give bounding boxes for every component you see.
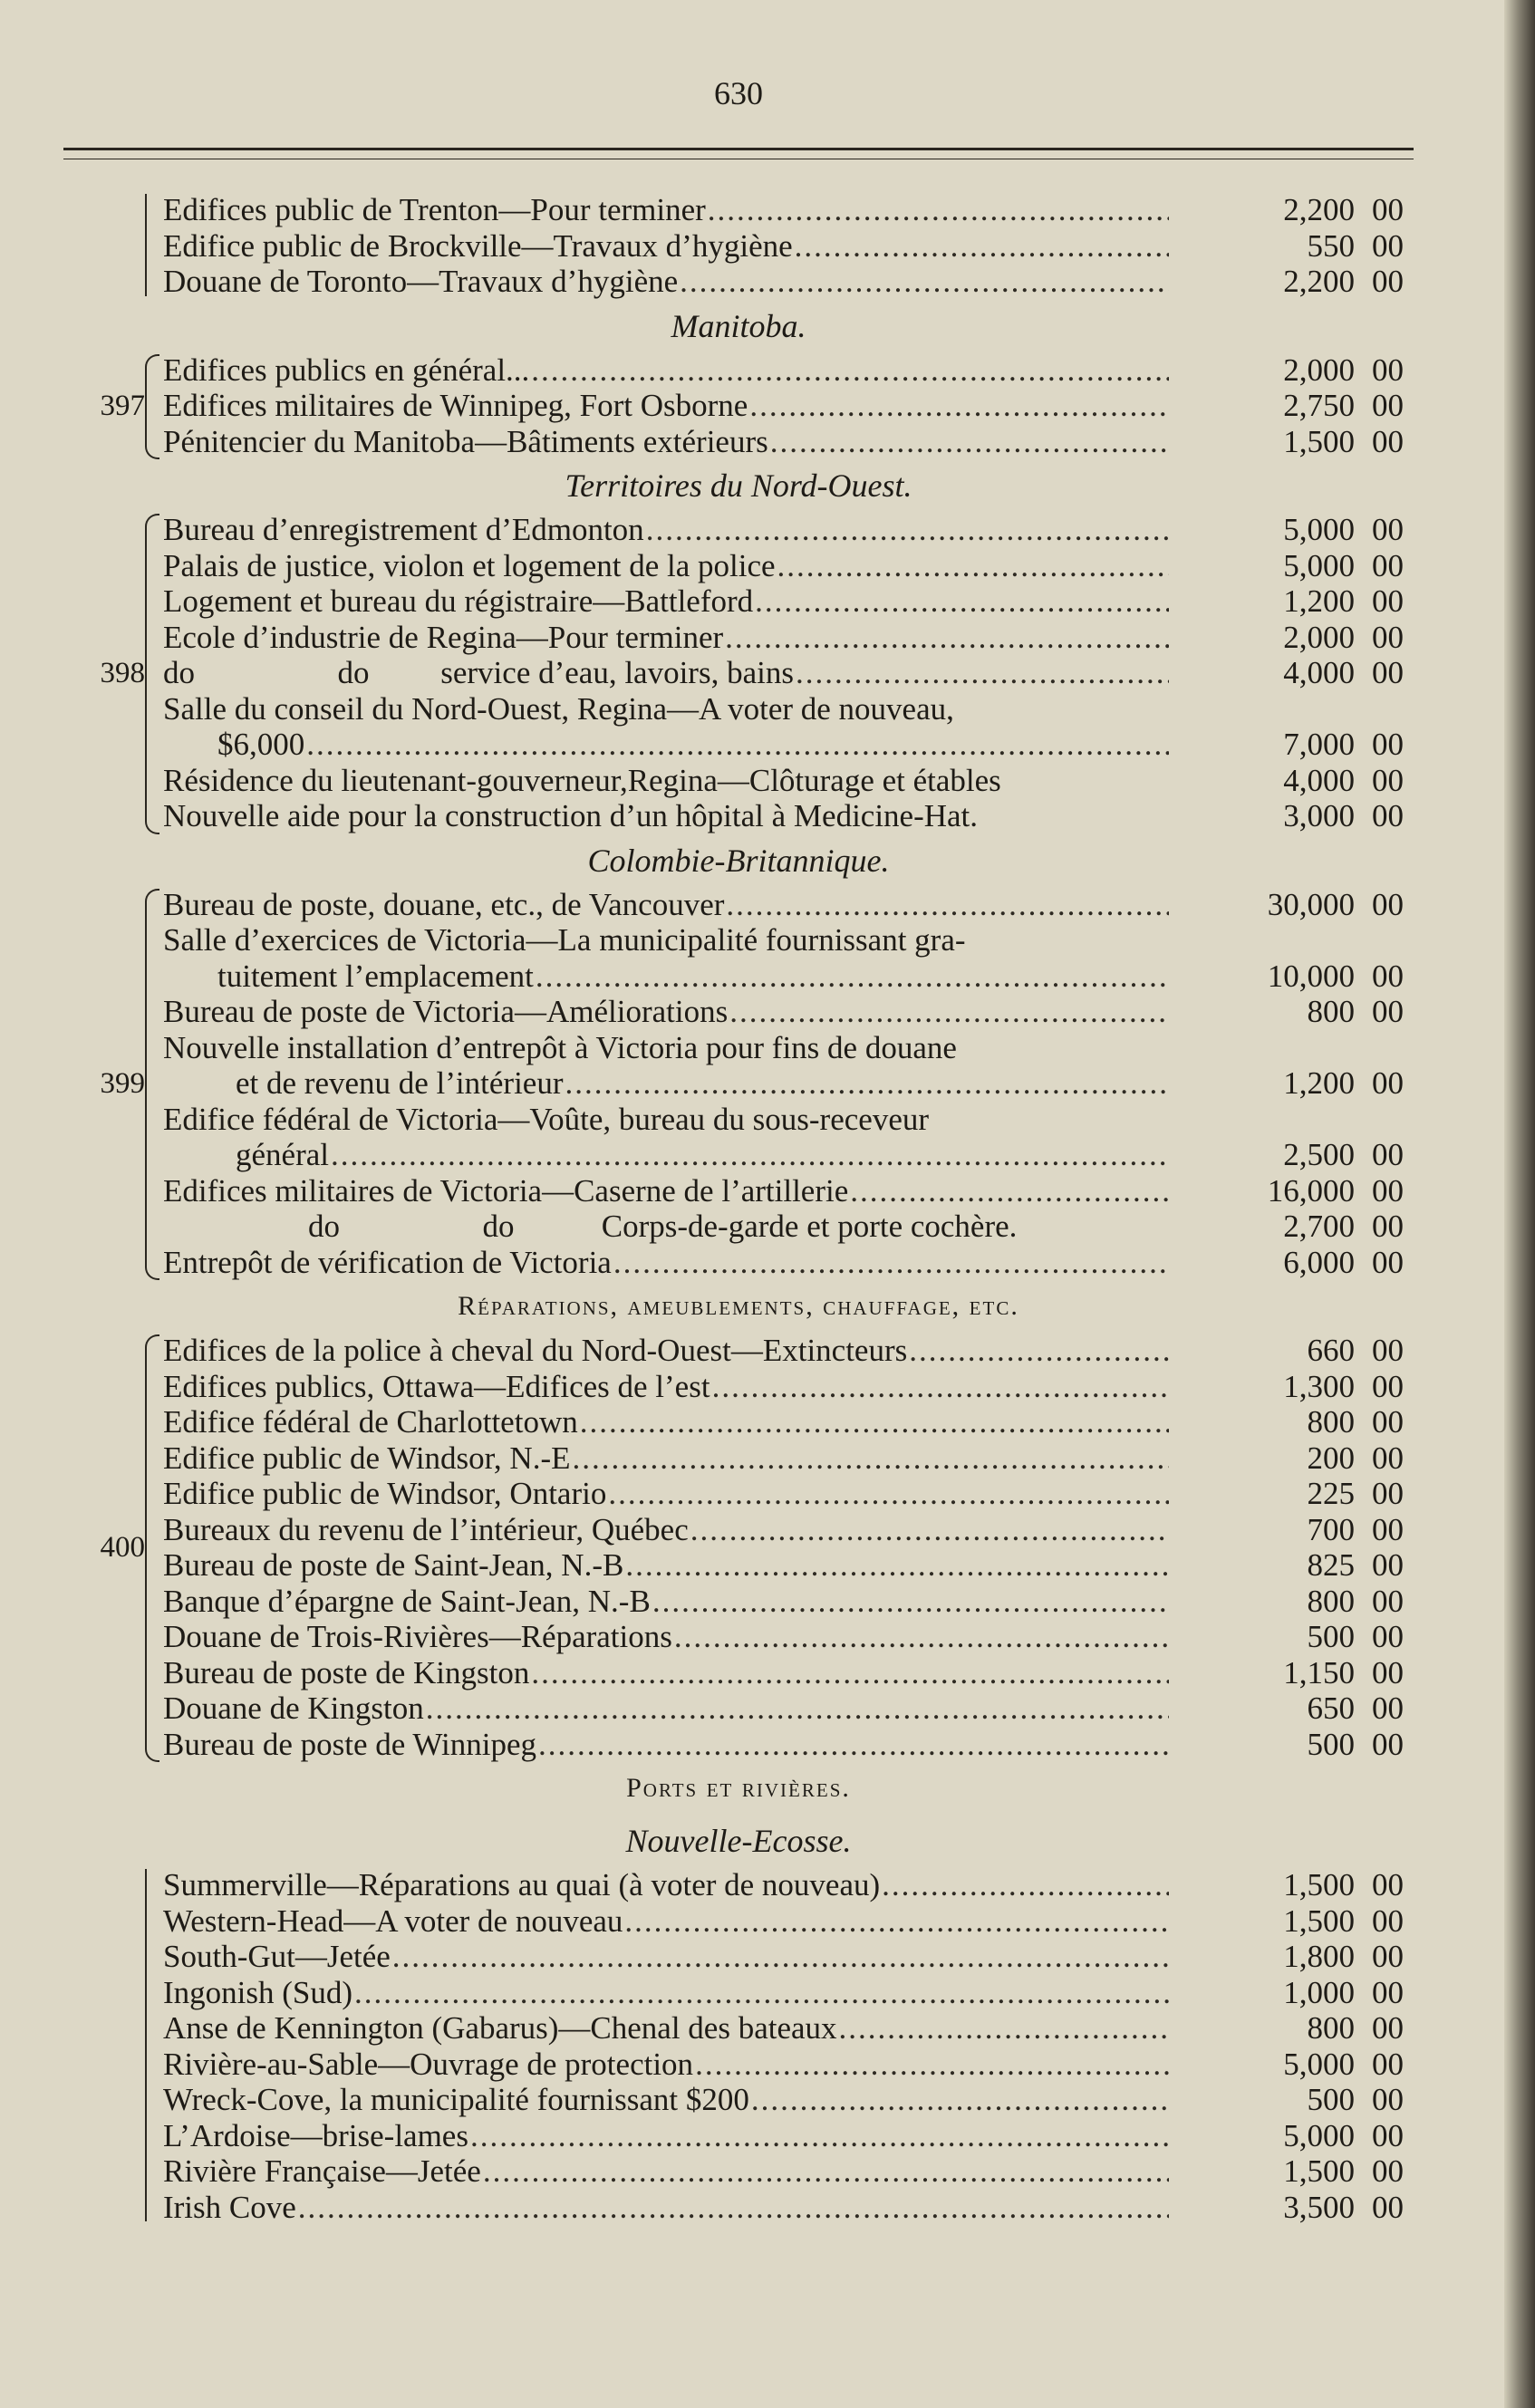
line-item-description-wrap bbox=[163, 798, 1169, 834]
line-item-description: tuitement l’emplacement bbox=[217, 958, 534, 994]
line-item bbox=[0, 1102, 1535, 1138]
line-item-description-wrap bbox=[163, 1102, 1169, 1138]
line-item-cents: 00 bbox=[1372, 1065, 1404, 1101]
line-item bbox=[0, 2153, 1535, 2190]
line-item bbox=[0, 727, 1535, 763]
leader-dots bbox=[882, 1867, 1169, 1903]
line-item-cents: 00 bbox=[1372, 958, 1404, 994]
line-item-description-wrap bbox=[163, 1867, 1169, 1903]
estimates-content bbox=[0, 192, 1535, 2225]
line-item-dollars: 7,000 bbox=[1283, 727, 1355, 762]
line-item bbox=[0, 1903, 1535, 1940]
line-item-cents: 00 bbox=[1372, 1368, 1404, 1404]
line-item bbox=[0, 1030, 1535, 1066]
line-item-description: South-Gut—Jetée bbox=[163, 1939, 391, 1974]
line-item-cents: 00 bbox=[1372, 619, 1404, 655]
line-item-description-wrap bbox=[217, 958, 1169, 995]
line-item-description: Résidence du lieutenant-gouverneur,Regina—Clôturage et étables bbox=[163, 762, 1001, 798]
line-item-description: Douane de Kingston bbox=[163, 1690, 424, 1726]
line-item bbox=[0, 424, 1535, 460]
line-item-description: Edifices publics en général... bbox=[163, 352, 530, 388]
line-item-dollars: 5,000 bbox=[1283, 2046, 1355, 2082]
appropriation-group bbox=[0, 887, 1535, 1281]
line-item bbox=[0, 2047, 1535, 2083]
line-item-description: Bureau de poste, douane, etc., de Vancouver bbox=[163, 886, 725, 922]
line-item-cents: 00 bbox=[1372, 1137, 1404, 1172]
line-item-description-wrap bbox=[163, 1975, 1169, 2011]
line-item-description-wrap bbox=[163, 388, 1169, 424]
leader-dots bbox=[726, 887, 1169, 923]
line-item-description-wrap bbox=[163, 264, 1169, 300]
line-item-description-wrap bbox=[163, 2047, 1169, 2083]
line-item-cents: 00 bbox=[1372, 1902, 1404, 1939]
line-item bbox=[0, 264, 1535, 300]
leader-dots bbox=[795, 228, 1169, 265]
leader-dots bbox=[531, 1655, 1169, 1691]
line-item-dollars: 500 bbox=[1307, 1619, 1355, 1654]
line-item-cents: 00 bbox=[1372, 1404, 1404, 1440]
line-item-description-wrap bbox=[236, 1065, 1169, 1102]
line-item-cents: 00 bbox=[1372, 1244, 1404, 1280]
line-item-description: Bureaux du revenu de l’intérieur, Québec bbox=[163, 1511, 689, 1547]
leader-dots bbox=[608, 1476, 1169, 1512]
line-item-description-wrap bbox=[163, 1619, 1169, 1655]
line-item-description: Irish Cove bbox=[163, 2189, 296, 2225]
line-item-description-wrap bbox=[163, 655, 1169, 691]
line-item-dollars: 700 bbox=[1307, 1511, 1355, 1547]
line-item bbox=[0, 548, 1535, 584]
leader-dots bbox=[331, 1137, 1169, 1173]
appropriation-group bbox=[0, 512, 1535, 834]
line-item-description: Bureau de poste de Saint-Jean, N.-B bbox=[163, 1547, 624, 1583]
line-item bbox=[0, 1404, 1535, 1440]
line-item-cents: 00 bbox=[1372, 1974, 1404, 2010]
line-item-description-wrap bbox=[163, 2190, 1169, 2226]
line-item-dollars: 1,500 bbox=[1283, 1902, 1355, 1939]
line-item bbox=[0, 1547, 1535, 1584]
line-item-dollars: 5,000 bbox=[1283, 2117, 1355, 2153]
leader-dots bbox=[712, 1369, 1169, 1405]
line-item-description: L’Ardoise—brise-lames bbox=[163, 2117, 468, 2153]
leader-dots bbox=[354, 1975, 1169, 2011]
line-item-cents: 00 bbox=[1372, 388, 1404, 423]
line-item-cents: 00 bbox=[1372, 512, 1404, 547]
leader-dots bbox=[839, 2010, 1169, 2047]
line-item-description: Edifice public de Windsor, N.-E bbox=[163, 1440, 571, 1476]
line-item bbox=[0, 388, 1535, 424]
line-item-description-wrap bbox=[163, 1440, 1169, 1477]
line-item-description: Bureau de poste de Winnipeg bbox=[163, 1726, 537, 1762]
line-item-description-wrap bbox=[163, 2010, 1169, 2047]
line-item bbox=[0, 1867, 1535, 1903]
line-item-cents: 00 bbox=[1372, 886, 1404, 922]
line-item-description: Logement et bureau du régistraire—Battleford bbox=[163, 583, 754, 619]
line-item-description: Edifices de la police à cheval du Nord-Ouest—Extincteurs bbox=[163, 1333, 908, 1368]
leader-dots bbox=[646, 512, 1169, 548]
leader-dots bbox=[531, 352, 1169, 389]
line-item-cents: 00 bbox=[1372, 2153, 1404, 2189]
line-item-cents: 00 bbox=[1372, 762, 1404, 798]
line-item-description-wrap bbox=[163, 352, 1169, 389]
line-item bbox=[0, 228, 1535, 265]
line-item-cents: 00 bbox=[1372, 2117, 1404, 2153]
line-item-description-wrap bbox=[163, 922, 1169, 958]
line-item-description: Western-Head—A voter de nouveau bbox=[163, 1902, 623, 1939]
line-item-dollars: 800 bbox=[1307, 2010, 1355, 2046]
line-item bbox=[0, 691, 1535, 727]
line-item bbox=[0, 512, 1535, 548]
leader-dots bbox=[613, 1245, 1169, 1281]
line-item-description-wrap bbox=[217, 727, 1169, 763]
line-item bbox=[0, 1245, 1535, 1281]
line-item bbox=[0, 1476, 1535, 1512]
line-item-dollars: 16,000 bbox=[1267, 1172, 1355, 1209]
section-heading: Nouvelle-Ecosse. bbox=[625, 1823, 852, 1859]
line-item bbox=[0, 1333, 1535, 1369]
line-item-dollars: 825 bbox=[1307, 1547, 1355, 1583]
line-item-description: général bbox=[236, 1137, 329, 1172]
leader-dots bbox=[470, 2118, 1169, 2154]
line-item-description: Nouvelle aide pour la construction d’un hôpital à Medicine-Hat. bbox=[163, 798, 979, 833]
line-item-description: Edifice fédéral de Victoria—Voûte, bureau du sous-receveur bbox=[163, 1101, 930, 1137]
line-item-dollars: 10,000 bbox=[1267, 958, 1355, 994]
line-item-dollars: 5,000 bbox=[1283, 512, 1355, 547]
line-item-cents: 00 bbox=[1372, 1654, 1404, 1690]
leader-dots bbox=[690, 1512, 1169, 1548]
line-item bbox=[0, 2190, 1535, 2226]
leader-dots bbox=[708, 192, 1169, 228]
line-item-description-wrap bbox=[163, 228, 1169, 265]
line-item-description: Bureau d’enregistrement d’Edmonton bbox=[163, 512, 644, 547]
line-item-description-wrap bbox=[163, 1903, 1169, 1940]
line-item-description-wrap bbox=[236, 1137, 1169, 1173]
line-item-description-wrap bbox=[163, 583, 1169, 620]
line-item-description-wrap bbox=[163, 1404, 1169, 1440]
line-item-description-wrap bbox=[308, 1209, 1169, 1245]
line-item-dollars: 1,500 bbox=[1283, 423, 1355, 459]
line-item-description: do do Corps-de-garde et porte cochère. bbox=[308, 1209, 1018, 1244]
line-item-description-wrap bbox=[163, 512, 1169, 548]
leader-dots bbox=[749, 388, 1169, 424]
leader-dots bbox=[536, 958, 1169, 995]
line-item bbox=[0, 1369, 1535, 1405]
line-item-cents: 00 bbox=[1372, 1726, 1404, 1762]
line-item-description: Ingonish (Sud) bbox=[163, 1974, 353, 2010]
leader-dots bbox=[298, 2190, 1169, 2226]
vote-number: 400 bbox=[100, 1531, 145, 1564]
line-item-dollars: 800 bbox=[1307, 1583, 1355, 1619]
line-item bbox=[0, 798, 1535, 834]
line-item-description-wrap bbox=[163, 2153, 1169, 2190]
line-item-description: Anse de Kennington (Gabarus)—Chenal des bateaux bbox=[163, 2010, 837, 2046]
section-heading: Manitoba. bbox=[671, 307, 806, 344]
line-item bbox=[0, 655, 1535, 691]
line-item bbox=[0, 2118, 1535, 2154]
line-item bbox=[0, 1137, 1535, 1173]
line-item-dollars: 800 bbox=[1307, 1404, 1355, 1440]
line-item-cents: 00 bbox=[1372, 1690, 1404, 1726]
line-item-dollars: 1,300 bbox=[1283, 1368, 1355, 1404]
line-item-description: Wreck-Cove, la municipalité fournissant $200 bbox=[163, 2082, 749, 2117]
line-item bbox=[0, 1939, 1535, 1975]
line-item-dollars: 2,200 bbox=[1283, 264, 1355, 299]
page-number: 630 bbox=[714, 75, 763, 111]
leader-dots bbox=[652, 1584, 1169, 1620]
line-item-cents: 00 bbox=[1372, 1547, 1404, 1583]
line-item bbox=[0, 1173, 1535, 1209]
line-item-dollars: 3,500 bbox=[1283, 2189, 1355, 2225]
line-item-description: Edifices militaires de Victoria—Caserne de l’artillerie bbox=[163, 1172, 849, 1209]
line-item-dollars: 1,000 bbox=[1283, 1974, 1355, 2010]
line-item bbox=[0, 887, 1535, 923]
line-item-description-wrap bbox=[163, 2118, 1169, 2154]
leader-dots bbox=[625, 1547, 1169, 1584]
line-item-description: Bureau de poste de Victoria—Améliorations bbox=[163, 994, 729, 1029]
line-item-dollars: 2,000 bbox=[1283, 619, 1355, 655]
line-item bbox=[0, 1440, 1535, 1477]
leader-dots bbox=[538, 1727, 1169, 1763]
line-item-description: Edifices publics, Ottawa—Edifices de l’est bbox=[163, 1368, 710, 1404]
line-item-description-wrap bbox=[163, 424, 1169, 460]
line-item-cents: 00 bbox=[1372, 423, 1404, 459]
line-item bbox=[0, 2010, 1535, 2047]
line-item-description: Douane de Toronto—Travaux d’hygiène bbox=[163, 264, 679, 299]
line-item-description: Rivière Française—Jetée bbox=[163, 2153, 481, 2189]
leader-dots bbox=[674, 1619, 1169, 1655]
line-item-description: Nouvelle installation d’entrepôt à Victoria pour fins de douane bbox=[163, 1029, 957, 1065]
line-item-dollars: 1,200 bbox=[1283, 583, 1355, 619]
line-item-dollars: 800 bbox=[1307, 994, 1355, 1029]
line-item-dollars: 650 bbox=[1307, 1690, 1355, 1726]
line-item bbox=[0, 1619, 1535, 1655]
line-item-dollars: 1,500 bbox=[1283, 2153, 1355, 2189]
line-item-description-wrap bbox=[163, 1476, 1169, 1512]
appropriation-group bbox=[0, 1333, 1535, 1762]
vote-number: 398 bbox=[100, 656, 145, 689]
line-item-cents: 00 bbox=[1372, 192, 1404, 227]
line-item bbox=[0, 958, 1535, 995]
line-item-description-wrap bbox=[163, 1727, 1169, 1763]
leader-dots bbox=[695, 2047, 1169, 2083]
line-item-dollars: 30,000 bbox=[1267, 886, 1355, 922]
line-item-description: et de revenu de l’intérieur bbox=[236, 1065, 564, 1101]
leader-dots bbox=[426, 1690, 1169, 1727]
section-heading: Territoires du Nord-Ouest. bbox=[565, 467, 912, 504]
line-item-description: Summerville—Réparations au quai (à voter de nouveau) bbox=[163, 1867, 881, 1902]
line-item-description: do do service d’eau, lavoirs, bains bbox=[163, 655, 794, 690]
leader-dots bbox=[680, 264, 1169, 300]
line-item-cents: 00 bbox=[1372, 1172, 1404, 1209]
line-item bbox=[0, 1655, 1535, 1691]
line-item bbox=[0, 1512, 1535, 1548]
line-item bbox=[0, 1727, 1535, 1763]
line-item-dollars: 2,700 bbox=[1283, 1209, 1355, 1244]
leader-dots bbox=[755, 583, 1169, 620]
section-heading-caps: Ports et rivières. bbox=[626, 1773, 851, 1803]
line-item-description-wrap bbox=[163, 548, 1169, 584]
line-item-cents: 00 bbox=[1372, 583, 1404, 619]
line-item-description: Salle du conseil du Nord-Ouest, Regina—A voter de nouveau, bbox=[163, 690, 954, 727]
line-item-description-wrap bbox=[163, 1584, 1169, 1620]
vote-number: 399 bbox=[100, 1066, 145, 1100]
line-item bbox=[0, 620, 1535, 656]
leader-dots bbox=[565, 1065, 1169, 1102]
appropriation-group bbox=[0, 1867, 1535, 2225]
line-item-cents: 00 bbox=[1372, 798, 1404, 833]
leader-dots bbox=[392, 1939, 1169, 1975]
line-item-dollars: 500 bbox=[1307, 1726, 1355, 1762]
line-item-description: Edifice public de Windsor, Ontario bbox=[163, 1476, 607, 1511]
line-item bbox=[0, 1690, 1535, 1727]
line-item-description: Palais de justice, violon et logement de la police bbox=[163, 547, 776, 583]
line-item-dollars: 1,200 bbox=[1283, 1065, 1355, 1101]
line-item-dollars: 1,800 bbox=[1283, 1939, 1355, 1974]
line-item-description: Douane de Trois-Rivières—Réparations bbox=[163, 1619, 672, 1654]
line-item-description: Rivière-au-Sable—Ouvrage de protection bbox=[163, 2046, 694, 2082]
line-item-description-wrap bbox=[163, 2082, 1169, 2118]
line-item-description-wrap bbox=[163, 1245, 1169, 1281]
line-item-cents: 00 bbox=[1372, 1583, 1404, 1619]
line-item-dollars: 1,500 bbox=[1283, 1867, 1355, 1902]
line-item-cents: 00 bbox=[1372, 994, 1404, 1029]
leader-dots bbox=[751, 2082, 1169, 2118]
line-item-description-wrap bbox=[163, 1655, 1169, 1691]
line-item-dollars: 2,200 bbox=[1283, 192, 1355, 227]
line-item bbox=[0, 2082, 1535, 2118]
line-item bbox=[0, 994, 1535, 1030]
line-item-cents: 00 bbox=[1372, 2046, 1404, 2082]
leader-dots bbox=[796, 655, 1169, 691]
line-item-description: Salle d’exercices de Victoria—La municipalité fournissant gra- bbox=[163, 922, 966, 958]
appropriation-group bbox=[0, 352, 1535, 460]
line-item-description-wrap bbox=[163, 1173, 1169, 1209]
line-item-description-wrap bbox=[163, 1547, 1169, 1584]
line-item-description: Edifice fédéral de Charlottetown bbox=[163, 1404, 578, 1440]
leader-dots bbox=[580, 1404, 1169, 1440]
line-item-description-wrap bbox=[163, 994, 1169, 1030]
line-item-description-wrap bbox=[163, 1690, 1169, 1727]
line-item-dollars: 1,150 bbox=[1283, 1654, 1355, 1690]
appropriation-group bbox=[0, 192, 1535, 300]
line-item-cents: 00 bbox=[1372, 1619, 1404, 1654]
leader-dots bbox=[306, 727, 1169, 763]
leader-dots bbox=[725, 620, 1169, 656]
line-item-description-wrap bbox=[163, 763, 1169, 799]
line-item-description: Banque d’épargne de Saint-Jean, N.-B bbox=[163, 1583, 651, 1619]
line-item-cents: 00 bbox=[1372, 2082, 1404, 2117]
line-item-description-wrap bbox=[163, 1939, 1169, 1975]
line-item-dollars: 550 bbox=[1307, 227, 1355, 264]
line-item-description: Edifices militaires de Winnipeg, Fort Osborne bbox=[163, 388, 748, 423]
line-item bbox=[0, 1584, 1535, 1620]
line-item-dollars: 5,000 bbox=[1283, 547, 1355, 583]
line-item-cents: 00 bbox=[1372, 727, 1404, 762]
line-item-description-wrap bbox=[163, 887, 1169, 923]
leader-dots bbox=[624, 1903, 1169, 1940]
section-heading-caps: Réparations, ameublements, chauffage, etc. bbox=[458, 1291, 1019, 1321]
line-item-dollars: 2,000 bbox=[1283, 352, 1355, 388]
line-item bbox=[0, 192, 1535, 228]
line-item-description-wrap bbox=[163, 620, 1169, 656]
line-item-dollars: 660 bbox=[1307, 1333, 1355, 1368]
leader-dots bbox=[729, 994, 1169, 1030]
line-item bbox=[0, 1975, 1535, 2011]
line-item-dollars: 200 bbox=[1307, 1440, 1355, 1476]
line-item-description-wrap bbox=[163, 691, 1169, 727]
line-item-cents: 00 bbox=[1372, 1476, 1404, 1511]
vote-number: 397 bbox=[100, 389, 145, 422]
line-item-cents: 00 bbox=[1372, 1440, 1404, 1476]
line-item-description: Ecole d’industrie de Regina—Pour terminer bbox=[163, 619, 724, 655]
line-item-description-wrap bbox=[163, 192, 1169, 228]
line-item-cents: 00 bbox=[1372, 2010, 1404, 2046]
line-item-description: Edifices public de Trenton—Pour terminer bbox=[163, 192, 706, 227]
line-item-cents: 00 bbox=[1372, 227, 1404, 264]
line-item-cents: 00 bbox=[1372, 264, 1404, 299]
line-item-cents: 00 bbox=[1372, 655, 1404, 690]
line-item bbox=[0, 583, 1535, 620]
line-item-description: $6,000 bbox=[217, 727, 305, 762]
line-item-dollars: 4,000 bbox=[1283, 655, 1355, 690]
section-heading: Colombie-Britannique. bbox=[587, 842, 890, 879]
line-item-dollars: 2,500 bbox=[1283, 1137, 1355, 1172]
line-item-description-wrap bbox=[163, 1369, 1169, 1405]
line-item-description-wrap bbox=[163, 1030, 1169, 1066]
line-item-dollars: 3,000 bbox=[1283, 798, 1355, 833]
line-item bbox=[0, 922, 1535, 958]
line-item-description: Pénitencier du Manitoba—Bâtiments extérieurs bbox=[163, 423, 768, 459]
line-item-dollars: 4,000 bbox=[1283, 762, 1355, 798]
line-item-cents: 00 bbox=[1372, 1511, 1404, 1547]
line-item-description: Bureau de poste de Kingston bbox=[163, 1654, 530, 1690]
line-item-dollars: 500 bbox=[1307, 2082, 1355, 2117]
leader-dots bbox=[850, 1173, 1169, 1209]
leader-dots bbox=[572, 1440, 1169, 1477]
leader-dots bbox=[777, 548, 1169, 584]
line-item-description-wrap bbox=[163, 1512, 1169, 1548]
line-item-dollars: 2,750 bbox=[1283, 388, 1355, 423]
line-item-cents: 00 bbox=[1372, 547, 1404, 583]
line-item-dollars: 6,000 bbox=[1283, 1244, 1355, 1280]
line-item-cents: 00 bbox=[1372, 1333, 1404, 1368]
line-item-description-wrap bbox=[163, 1333, 1169, 1369]
line-item-cents: 00 bbox=[1372, 1209, 1404, 1244]
line-item bbox=[0, 352, 1535, 389]
leader-dots bbox=[909, 1333, 1169, 1369]
line-item-cents: 00 bbox=[1372, 2189, 1404, 2225]
header-rule bbox=[63, 148, 1414, 150]
line-item-description: Entrepôt de vérification de Victoria bbox=[163, 1244, 612, 1280]
leader-dots bbox=[770, 424, 1169, 460]
line-item-cents: 00 bbox=[1372, 352, 1404, 388]
line-item-cents: 00 bbox=[1372, 1939, 1404, 1974]
line-item-description: Edifice public de Brockville—Travaux d’hygiène bbox=[163, 227, 793, 264]
line-item-dollars: 225 bbox=[1307, 1476, 1355, 1511]
line-item-cents: 00 bbox=[1372, 1867, 1404, 1902]
line-item bbox=[0, 1209, 1535, 1245]
line-item bbox=[0, 763, 1535, 799]
leader-dots bbox=[483, 2153, 1169, 2190]
line-item bbox=[0, 1065, 1535, 1102]
